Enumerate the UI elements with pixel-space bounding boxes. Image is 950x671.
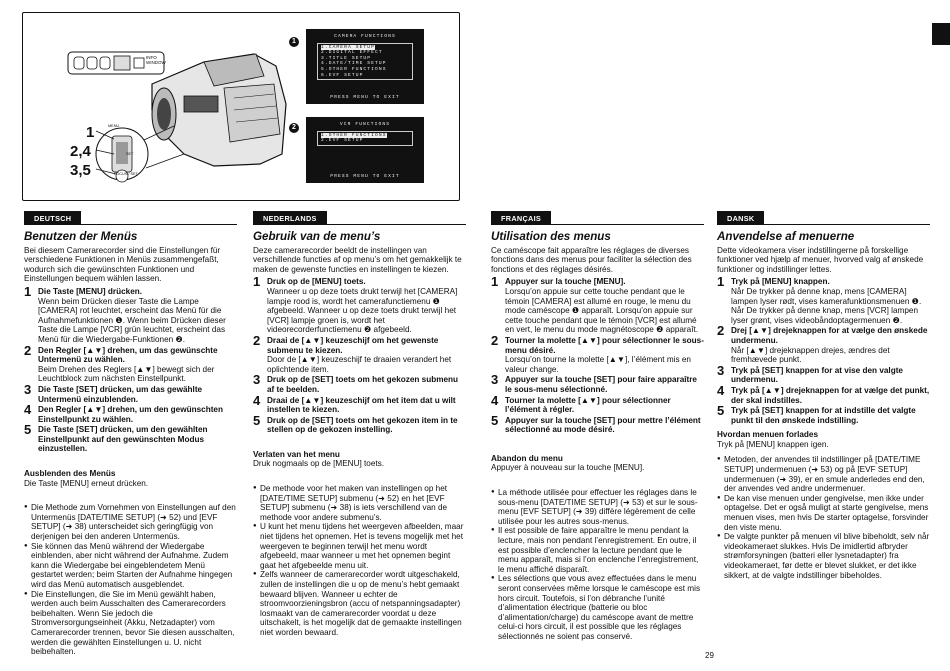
step-title: Tryk på [MENU] knappen. [731, 277, 830, 287]
step-description: Wanneer u op deze toets drukt terwijl het [CAMERA] lampje rood is, wordt het camerafunctiemenu ❶ afgebeeld. Wanneer u op deze toets drukt terwijl het [VCR] lampje groen is, wordt het videorecorderfunctiemenu ❷ afgebeeld. [267, 286, 458, 335]
step-description: Door de [▲▼] keuzeschijf te draaien verandert het oplichtende item. [267, 355, 452, 374]
instruction-step [253, 274, 466, 335]
exit-menu-text: Tryk på [MENU] knappen igen. [717, 439, 829, 449]
screen1-item: 2.DIGITAL EFFECT [321, 50, 383, 56]
screen2-marker: 2 [289, 117, 299, 135]
step-title: Den Regler [▲▼] drehen, um den gewünschten Einstellpunkt zu wählen. [38, 405, 223, 424]
step-title: Tourner la molette [▲▼] pour sélectionner l’élément à régler. [505, 395, 671, 415]
callout-1: 1 [86, 124, 95, 141]
step-number: 5 [491, 412, 499, 428]
note-item: ● La méthode utilisée pour effectuer les réglages dans le sous-menu [DATE/TIME SETUP] (➜ 53) et sur le sous-menu [EVF SETUP] (➜ 39) diffère légèrement de celle utilisée pour les autres sous-menus. [491, 488, 704, 526]
step-number: 3 [717, 362, 725, 378]
step-number: 1 [24, 283, 32, 299]
step-number: 4 [491, 392, 499, 408]
exit-menu-heading: Abandon du menu [491, 453, 563, 463]
column-nederlands [253, 211, 466, 638]
section-title: Gebruik van de menu’s [253, 229, 381, 243]
exit-menu-text: Die Taste [MENU] erneut drücken. [24, 478, 149, 488]
screen1-menu-list [317, 43, 413, 81]
step-title: Druk op de [MENU] toets. [267, 277, 366, 287]
section-title: Anvendelse af menuerne [717, 229, 855, 243]
step-number: 4 [24, 402, 32, 418]
screen2-footer: PRESS MENU TO EXIT [330, 174, 400, 180]
step-number: 1 [717, 274, 725, 290]
note-item: ● De kan vise menuen under gengivelse, men ikke under optagelse. Det er også muligt at starte gengivelse, mens menuen vises, men hvis De starter optagelse, forsvinder den viste menu. [717, 494, 930, 532]
note-item: ● U kunt het menu tijdens het weergeven afbeelden, maar niet tijdens het opnemen. Het is tevens mogelijk met het weergeven te beginnen terwijl het menu wordt afgebeeld, maar wanneer u met het opnemen begint gaat het afgebeelde menu uit. [253, 522, 466, 570]
screen2-menu-list [317, 131, 413, 146]
step-title: Draai de [▲▼] keuzeschijf om het item dat u wilt instellen te kiezen. [267, 395, 456, 415]
step-description: Wenn beim Drücken dieser Taste die Lampe [CAMERA] rot leuchtet, erscheint das Menü für die Aufnahmefunktionen ❶. Wenn beim Drücken dieser Taste die Lampe [VCR] grün leuchtet, erscheint das Menü für die Wiedergabe-Funktionen ❷. [38, 296, 226, 344]
instruction-step [24, 381, 237, 404]
intro-text: Ce caméscope fait apparaître les réglages de diverses fonctions dans des menus pour faciliter la sélection des fonctions et des réglages désirés. [491, 245, 692, 274]
intro-text: Bei diesem Camerarecorder sind die Einstellungen für verschiedene Funktionen in Menüs zusammengefaßt, wodurch sich die gewünschten Funktionen und Einstellungen bequem wählen lassen. [24, 245, 221, 284]
notes-list [491, 488, 704, 642]
focus-set-label: FOCUS / SET [114, 172, 138, 176]
screen1-item: 3.TITLE SETUP [321, 55, 372, 61]
set-button-label: SET [126, 152, 134, 156]
column-dansk [717, 211, 930, 580]
instruction-step [253, 412, 466, 435]
language-badge: FRANÇAIS [491, 211, 551, 225]
step-number: 4 [717, 382, 725, 398]
screen2-title: VCR FUNCTIONS [339, 122, 391, 127]
instruction-step [24, 283, 237, 345]
step-title: Den Regler [▲▼] drehen, um das gewünschte Untermenü zu wählen. [38, 345, 218, 365]
section-title: Benutzen der Menüs [24, 229, 138, 243]
instruction-step [253, 372, 466, 394]
screen1-item: 5.OTHER FUNCTIONS [321, 66, 387, 72]
instruction-step [717, 274, 930, 325]
language-badge: DEUTSCH [24, 211, 81, 225]
vcr-functions-screen [306, 117, 424, 183]
intro-text: Dette videokamera viser indstillingerne på forskellige funktioner ved hjælp af menuer, hvorved valg af ønskede funktioner og indstillinger lettes. [717, 245, 924, 274]
step-title: Die Taste [MENU] drücken. [38, 286, 143, 296]
instruction-step [491, 274, 704, 335]
step-title: Draai de [▲▼] keuzeschijf om het gewenste submenu te kiezen. [267, 335, 439, 355]
step-number: 1 [253, 274, 261, 290]
page-number: 29 [705, 651, 714, 660]
step-number: 5 [717, 403, 725, 419]
step-number: 3 [24, 381, 32, 397]
screen1-item: 4.DATE/TIME SETUP [321, 61, 387, 67]
step-description: Når [▲▼] drejeknappen drejes, ændres det fremhævede punkt. [731, 345, 890, 365]
notes-list [717, 455, 930, 580]
instruction-step [491, 412, 704, 435]
step-number: 3 [491, 372, 499, 388]
step-number: 3 [253, 372, 261, 388]
exit-menu-text: Appuyer à nouveau sur la touche [MENU]. [491, 463, 645, 473]
instruction-step [717, 323, 930, 365]
section-title: Utilisation des menus [491, 229, 611, 243]
note-item: ● De methode voor het maken van instellingen op het [DATE/TIME SETUP] submenu (➜ 52) en het [EVF SETUP] submenu (➜ 38) is iets verschillend van de methode voor andere submenu’s. [253, 484, 466, 522]
notes-list [24, 503, 237, 657]
instruction-step [491, 372, 704, 394]
exit-menu-heading: Hvordan menuen forlades [717, 430, 819, 440]
instruction-step [491, 392, 704, 415]
language-badge: DANSK [717, 211, 764, 225]
step-number: 5 [24, 422, 32, 438]
exit-menu-text: Druk nogmaals op de [MENU] toets. [253, 459, 385, 469]
intro-text: Deze camerarecorder beeldt de instellingen van verschillende functies af op menu’s om het gemakkelijk te maken de gewenste functies en instellingen te kiezen. [253, 245, 462, 274]
note-item: ● Die Einstellungen, die Sie im Menü gewählt haben, werden auch beim Ausschalten des Camerarecorders beibehalten. Wenn Sie jedoch die Stromversorgungseinheit (Akku, Netzadapter) vom Camerarecorder trennen, bevor Sie diesen ausschalten, werden die gewählten Einstellungen u. U. nicht beibehalten. [24, 590, 237, 657]
camera-functions-screen [306, 29, 424, 104]
step-description: Beim Drehen des Reglers [▲▼] bewegt sich der Leuchtblock zum nächsten Einstellpunkt. [38, 364, 215, 384]
menu-button-label: MENU [108, 124, 120, 128]
step-number: 5 [253, 412, 261, 428]
screen1-title: CAMERA FUNCTIONS [334, 34, 396, 39]
exit-menu-heading: Verlaten van het menu [253, 449, 340, 459]
column-deutsch [24, 211, 237, 657]
notes-list [253, 484, 466, 638]
step-description: Lorsqu’on appuie sur cette touche pendant que le témoin [CAMERA] est allumé en rouge, le menu du mode caméscope ❶ apparaît. Lorsqu’on appuie sur cette touche pendant que le témoin [VCR] est allumé en vert, le menu du mode magnétoscope ❷ apparaît. [505, 286, 699, 335]
note-item: ● Die Methode zum Vornehmen von Einstellungen auf den Untermenüs [DATE/TIME SETUP] (➜ 52) und [EVF SETUP] (➜ 38) unterscheidet sich geringfügig von derjenigen bei den anderen Untermenüs. [24, 503, 237, 541]
screen1-item: 1.CAMERA SETUP [321, 44, 375, 50]
camcorder-illustration [24, 14, 314, 199]
screen2-item: 2.EVF SETUP [321, 138, 364, 144]
instruction-step [717, 403, 930, 425]
step-title: Druk op de [SET] toets om het gekozen item in te stellen op de gekozen instelling. [267, 415, 458, 435]
screen1-footer: PRESS MENU TO EXIT [330, 95, 400, 101]
step-number: 2 [24, 342, 32, 358]
screen1-item: 6.EVF SETUP [321, 72, 364, 78]
instruction-step [253, 332, 466, 374]
section-tab [932, 23, 950, 45]
step-description: Når De trykker på denne knap, mens [CAMERA] lampen lyser rødt, vises kamerafunktionsmenuen ❶. Når De trykker på denne knap, mens [VCR] lampen lyser grønt, vises videobåndoptagermenuen ❷. [731, 286, 922, 325]
instruction-step [24, 402, 237, 424]
column-francais [491, 211, 704, 642]
step-title: Drej [▲▼] drejeknappen for at vælge den ønskede undermenu. [731, 326, 928, 345]
step-title: Druk op de [SET] toets om het gekozen submenu af te beelden. [267, 375, 459, 394]
callout-2-4: 2,4 [70, 143, 91, 160]
instruction-step [717, 362, 930, 385]
note-item: ● Il est possible de faire apparaître le menu pendant la lecture, mais non pendant l’enregistrement. En outre, il est possible d’enclencher la lecture pendant que le menu apparaît, mais si l’on enclenche l’enregistrement, le menu affiché disparaît. [491, 526, 704, 574]
instruction-step [253, 392, 466, 415]
instruction-step [491, 332, 704, 374]
step-title: Appuyer sur la touche [MENU]. [505, 277, 626, 287]
step-number: 2 [491, 332, 499, 348]
note-item: ● Metoden, der anvendes til indstillinger på [DATE/TIME SETUP] undermenuen (➜ 53) og på [EVF SETUP] undermenuen (➜ 39), er en smule anderledes end den, der anvendes ved andre undermenuer. [717, 455, 930, 493]
step-title: Appuyer sur la touche [SET] pour faire apparaître le sous-menu sélectionné. [505, 375, 697, 394]
note-item: ● De valgte punkter på menuen vil blive bibeholdt, selv når videokameraet slukkes. Hvis De imidlertid afbryder strømforsyningen (batteri eller lysnetadapter) fra videokameraet, før dette er blevet slukket, er det ikke sikkert, at de valgte indstillinger bibeholdes. [717, 532, 930, 580]
step-number: 2 [253, 332, 261, 348]
instruction-step [24, 342, 237, 384]
language-badge: NEDERLANDS [253, 211, 327, 225]
note-item: ● Les sélections que vous avez effectuées dans le menu seront conservées même lorsque le caméscope est mis hors circuit. Toutefois, si l’on débranche l’unité d’alimentation électrique (batterie ou bloc d’alimentation/charge) du caméscope avant de mettre celui-ci hors circuit, il est possible que les réglages sélectionnés ne soient pas conservé. [491, 574, 704, 641]
instruction-step [24, 422, 237, 454]
step-number: 1 [491, 274, 499, 290]
note-item: ● Zelfs wanneer de camerarecorder wordt uitgeschakeld, zullen de instellingen die u op de menu’s hebt gemaakt bewaard blijven. Wanneer u echter de stroomvoorzieningsbron (accu of netspanningsadapter) losmaakt van de camerarecorder voordat u deze uitschakelt, is het mogelijk dat de gemaakte instellingen niet worden bewaard. [253, 570, 466, 637]
step-title: Tryk på [SET] knappen for at vise den valgte undermenu. [731, 365, 903, 385]
step-number: 4 [253, 392, 261, 408]
screen2-item: 1.OTHER FUNCTIONS [321, 132, 387, 138]
step-title: Die Taste [SET] drücken, um den gewählten Einstellpunkt auf den gewünschten Modus einzustellen. [38, 425, 208, 454]
instruction-step [717, 382, 930, 405]
callout-3-5: 3,5 [70, 162, 91, 179]
step-number: 2 [717, 323, 725, 339]
info-window-label: INFO WINDOW [146, 55, 166, 65]
step-title: Die Taste [SET] drücken, um das gewählte Untermenü einzublenden. [38, 384, 203, 404]
note-item: ● Sie können das Menü während der Wiedergabe einblenden, aber nicht während der Aufnahme. Zudem kann die Wiedergabe bei eingeblendetem Menü gestartet werden; beim Starten der Aufnahme hingegen wird das Menü automatisch ausgeblendet. [24, 542, 237, 590]
exit-menu-heading: Ausblenden des Menüs [24, 469, 116, 479]
step-description: Lorsqu’on tourne la molette [▲▼], l’élément mis en valeur change. [505, 355, 691, 374]
step-title: Tourner la molette [▲▼] pour sélectionner le sous-menu désiré. [505, 335, 704, 355]
step-title: Tryk på [SET] knappen for at indstille det valgte punkt til den ønskede indstilling. [731, 406, 916, 425]
step-title: Appuyer sur la touche [SET] pour mettre l’élément sélectionné au mode désiré. [505, 415, 701, 435]
step-title: Tryk på [▲▼] drejeknappen for at vælge det punkt, der skal indstilles. [731, 385, 930, 405]
screen1-marker: 1 [289, 31, 299, 49]
